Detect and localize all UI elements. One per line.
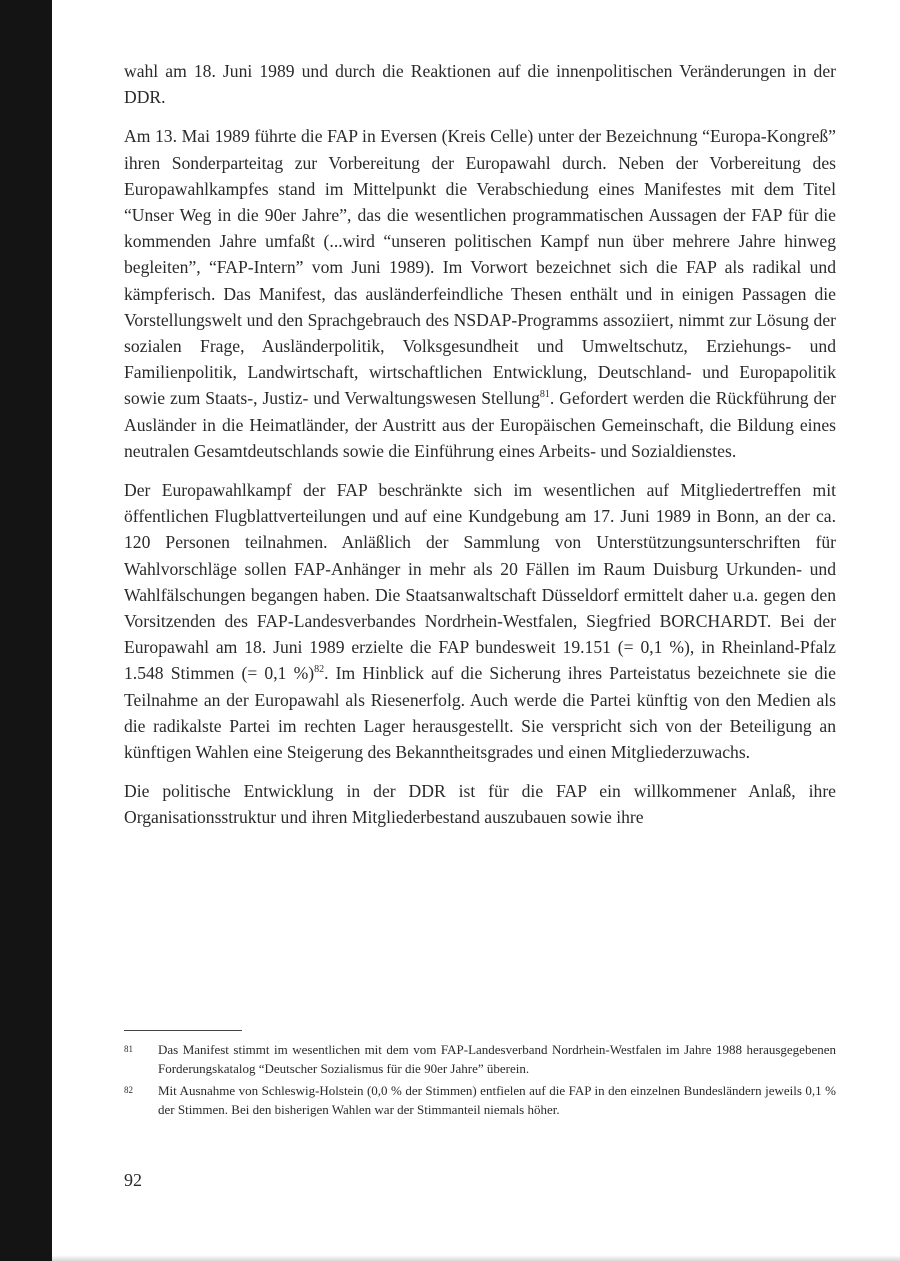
paragraph-text: Die politische Entwicklung in der DDR ist für die FAP ein willkommener Anlaß, ihre Organisationsstruktur und ihren Mitgliederbestand auszubauen sowie ihre	[124, 781, 836, 828]
paragraph-3	[124, 477, 836, 765]
footnote-text: Mit Ausnahme von Schleswig-Holstein (0,0 % der Stimmen) entfielen auf die FAP in den einzelnen Bundesländern jeweils 0,1 % der Stimmen. Bei den bisherigen Wahlen war der Stimmanteil niemals höher.	[158, 1083, 836, 1117]
paragraph-4	[124, 778, 836, 830]
paragraph-1	[124, 58, 836, 110]
page-bottom-shadow	[52, 1255, 900, 1261]
body-text	[124, 58, 836, 844]
footnote-81	[124, 1040, 836, 1078]
paragraph-text-continued: . Im Hinblick auf die Sicherung ihres Parteistatus bezeichnete sie die Teilnahme an der Europawahl als Riesenerfolg. Auch werde die Partei künftig von den Medien als die radikalste Partei im rechten Lager herausgestellt. Sie verspricht sich von der Beteiligung an künftigen Wahlen eine Steigerung des Bekanntheitsgrades und einen Mitgliederzuwachs.	[124, 663, 836, 763]
footnote-ref-82: 82	[314, 664, 325, 676]
footnote-82	[124, 1081, 836, 1119]
page-number: 92	[124, 1170, 142, 1190]
paragraph-text: Am 13. Mai 1989 führte die FAP in Eversen (Kreis Celle) unter der Bezeichnung “Europa-Kongreß” ihren Sonderparteitag zur Vorbereitung der Europawahl durch. Neben der Vorbereitung des Europawahlkampfes stand im Mittelpunkt die Verabschiedung eines Manifestes mit dem Titel “Unser Weg in die 90er Jahre”, das die wesentlichen programmatischen Aussagen der FAP für die kommenden Jahre umfaßt (...wird “unseren politischen Kampf nun über mehrere Jahre hinweg begleiten”, “FAP-Intern” vom Juni 1989). Im Vorwort bezeichnet sich die FAP als radikal und kämpferisch. Das Manifest, das ausländerfeindliche Thesen enthält und in einigen Passagen die Vorstellungswelt und den Sprachgebrauch des NSDAP-Programms assoziiert, nimmt zur Lösung der sozialen Frage, Ausländerpolitik, Volksgesundheit und Umweltschutz, Erziehungs- und Familienpolitik, Landwirtschaft, wirtschaftlichen Entwicklung, Deutschland- und Europapolitik sowie zum Staats-, Justiz- und Verwaltungswesen Stellung	[124, 126, 836, 409]
footnote-text: Das Manifest stimmt im wesentlichen mit dem vom FAP-Landesverband Nordrhein-Westfalen im Jahre 1988 herausgegebenen Forderungskatalog “Deutscher Sozialismus für die 90er Jahre” überein.	[158, 1042, 836, 1076]
footnote-number: 82	[124, 1085, 133, 1095]
footnote-number: 81	[124, 1044, 133, 1054]
paragraph-text-continued: . Gefordert werden die Rückführung der Ausländer in die Heimatländer, der Austritt aus der Europäischen Gemeinschaft, die Bildung eines neutralen Gesamtdeutschlands sowie die Einführung eines Arbeits- und Sozialdienstes.	[124, 388, 836, 461]
footnotes	[124, 1040, 836, 1122]
paragraph-text: wahl am 18. Juni 1989 und durch die Reaktionen auf die innenpolitischen Veränderungen in der DDR.	[124, 61, 836, 108]
footnote-divider	[124, 1030, 242, 1031]
page-binding-edge	[0, 0, 52, 1261]
paragraph-text: Der Europawahlkampf der FAP beschränkte sich im wesentlichen auf Mitgliedertreffen mit öffentlichen Flugblattverteilungen und auf eine Kundgebung am 17. Juni 1989 in Bonn, an der ca. 120 Personen teilnahmen. Anläßlich der Sammlung von Unterstützungsunterschriften für Wahlvorschläge sollen FAP-Anhänger in mehr als 20 Fällen im Raum Duisburg Urkunden- und Wahlfälschungen begangen haben. Die Staatsanwaltschaft Düsseldorf ermittelt daher u.a. gegen den Vorsitzenden des FAP-Landesverbandes Nordrhein-Westfalen, Siegfried BORCHARDT. Bei der Europawahl am 18. Juni 1989 erzielte die FAP bundesweit 19.151 (= 0,1 %), in Rheinland-Pfalz 1.548 Stimmen (= 0,1 %)	[124, 480, 836, 684]
paragraph-2	[124, 123, 836, 464]
footnote-ref-81: 81	[539, 389, 550, 401]
